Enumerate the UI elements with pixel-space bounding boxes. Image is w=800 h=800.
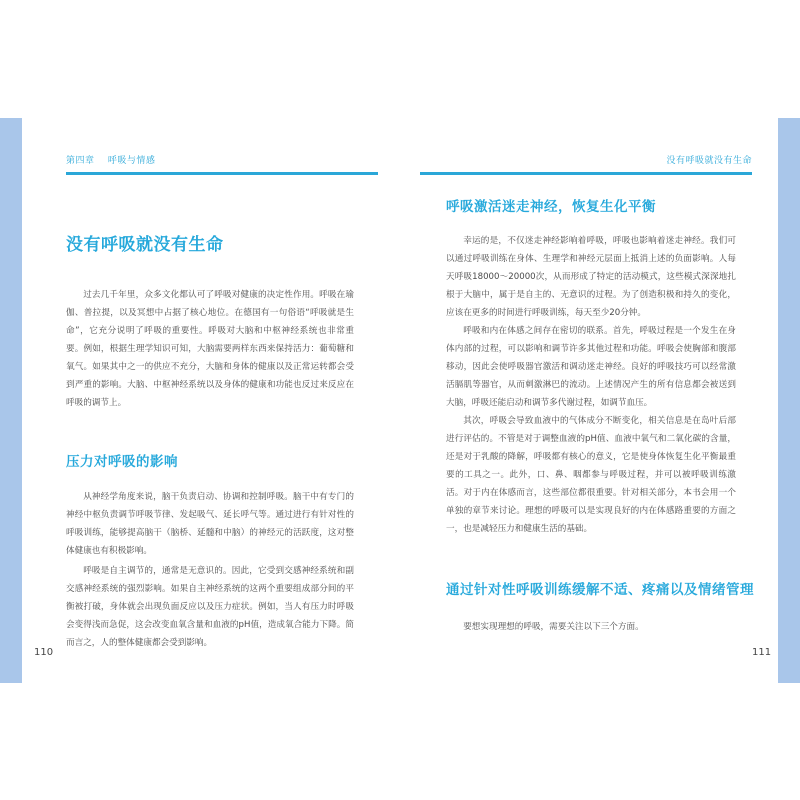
right-page-edge-band	[778, 118, 800, 683]
header-rule-left	[66, 172, 378, 175]
paragraph: 呼吸和内在体感之间存在密切的联系。首先，呼吸过程是一个发生在身体内部的过程，可以影响和调节许多其他过程和功能。呼吸会使胸部和腹部移动，因此会使呼吸器官激活和调动迷走神经。良好的呼吸技巧可以经常激活膈肌等器官，从而刺激淋巴的流动。上述情况产生的所有信息都会被送到大脑，呼吸还能启动和调节多代谢过程，如调节血压。	[446, 326, 736, 408]
paragraph: 幸运的是，不仅迷走神经影响着呼吸，呼吸也影响着迷走神经。我们可以通过呼吸训练在身体、生理学和神经元层面上抵消上述的负面影响。人每天呼吸18000～20000次，从而形成了特定的活动模式，这些模式深深地扎根于大脑中，属于是自主的、无意识的过程。为了创造积极和持久的变化，应该在更多的时间进行呼吸训练，每天至少20分钟。	[446, 236, 736, 318]
paragraph: 要想实现理想的呼吸，需要关注以下三个方面。	[463, 622, 644, 632]
page-number-left: 110	[34, 647, 54, 658]
paragraph: 过去几千年里，众多文化都认可了呼吸对健康的决定性作用。呼吸在瑜伽、普拉提，以及冥想中占据了核心地位。在德国有一句俗语“呼吸就是生命”，它充分说明了呼吸的重要性。呼吸对大脑和中枢神经系统也非常重要。例如，根据生理学知识可知，大脑需要两样东西来保持活力：葡萄糖和氧气。如果其中之一的供应不充分，大脑和身体的健康以及正常运转都会受到严重的影响。大脑、中枢神经系统以及身体的健康和功能也反过来反应在呼吸的调节上。	[66, 290, 354, 408]
paragraph: 其次，呼吸会导致血液中的气体成分不断变化，相关信息是在岛叶后部进行评估的。不管是对于调整血液的pH值、血液中氧气和二氧化碳的含量，还是对于乳酸的降解，呼吸都有核心的意义，它是使身体恢复生化平衡最重要的工具之一。此外，口、鼻、咽都参与呼吸过程，并可以被呼吸训练激活。对于内在体感而言，这些部位都很重要。针对相关部分，本书会用一个单独的章节来讨论。理想的呼吸可以是实现良好的内在体感路重要的方面之一，也是减轻压力和健康生活的基础。	[446, 416, 736, 534]
header-rule-right	[420, 172, 752, 175]
running-head-left	[66, 153, 155, 166]
left-page	[22, 0, 400, 800]
running-head-right: 没有呼吸就没有生命	[666, 156, 752, 166]
chapter-title: 呼吸与情感	[107, 156, 156, 166]
section-heading-vagus: 呼吸激活迷走神经，恢复生化平衡	[446, 199, 656, 215]
page-number-right: 111	[752, 647, 772, 658]
paragraph: 从神经学角度来说，脑干负责启动、协调和控制呼吸。脑干中有专门的神经中枢负责调节呼吸节律、发起吸气、延长呼气等。通过进行有针对性的呼吸训练，能够提高脑干（脑桥、延髓和中脑）的神经元的活跃度，这对整体健康也有积极影响。	[66, 492, 354, 556]
section-heading-relief: 通过针对性呼吸训练缓解不适、疼痛以及情绪管理	[446, 582, 754, 598]
chapter-label: 第四章	[66, 156, 95, 166]
left-page-edge-band	[0, 118, 22, 683]
right-page	[400, 0, 778, 800]
section-heading-pressure: 压力对呼吸的影响	[66, 454, 178, 470]
paragraph: 呼吸是自主调节的，通常是无意识的。因此，它受到交感神经系统和副交感神经系统的强烈影响。如果自主神经系统的这两个重要组成部分间的平衡被打破，身体就会出现负面反应以及压力症状。例如，当人有压力时呼吸会变得浅而急促，这会改变血氧含量和血液的pH值，造成氧合能力下降。简而言之，人的整体健康都会受到影响。	[66, 566, 354, 648]
section-heading-no-breath: 没有呼吸就没有生命	[66, 235, 224, 255]
